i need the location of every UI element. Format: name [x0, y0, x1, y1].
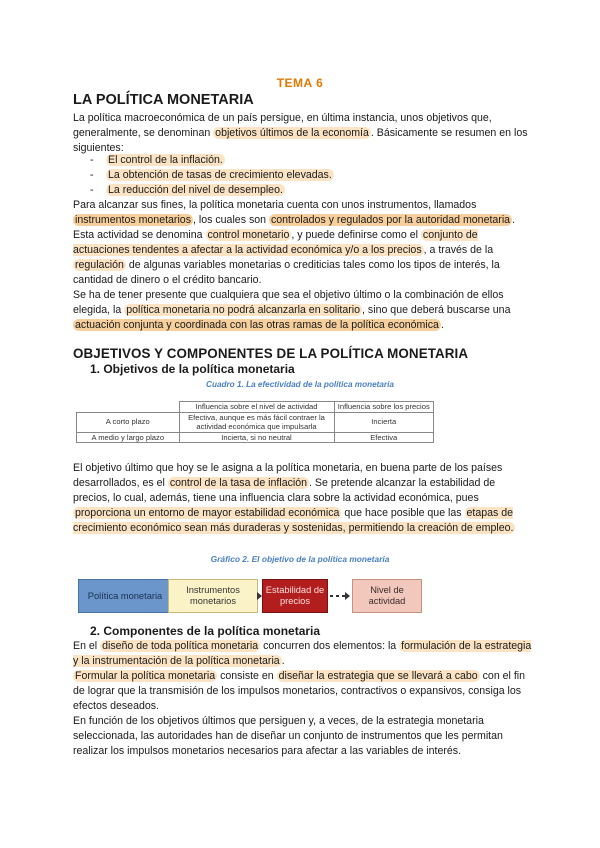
text: , a través de la — [423, 244, 494, 256]
diagram-caption: Gráfico 2. El objetivo de la política monetaria — [210, 554, 390, 564]
text: consiste en — [217, 670, 277, 682]
table-cell: A medio y largo plazo — [77, 432, 180, 443]
text: , sino que deberá buscarse una — [362, 304, 511, 316]
text: que hace posible que las — [341, 507, 465, 519]
subsection-objectives: 1. Objetivos de la política monetaria — [90, 362, 295, 376]
text: En función de los objetivos últimos que persiguen y, a veces, de la estrategia monetaria seleccionada, las autoridades han de diseñar un conjunto de instrumentos que les permitan realizar los impulsos monetarios necesarios para afectar a las variables de interés. — [73, 715, 503, 757]
list-item — [90, 168, 334, 183]
highlight: control monetario — [207, 229, 290, 241]
table-row — [77, 432, 434, 443]
table-cell: Incierta — [334, 412, 434, 432]
table-caption: Cuadro 1. La efectividad de la política monetaria — [206, 380, 394, 389]
table-corner — [77, 402, 180, 413]
flow-box-instrumentos: Instrumentos monetarios — [168, 579, 258, 613]
intro-paragraph — [73, 111, 533, 156]
flow-arrow-dashed — [330, 595, 348, 597]
goal-unemployment: La reducción del nivel de desempleo. — [108, 184, 283, 196]
text: con el fin de lograr que la transmisión de los impulsos monetarios, contractivos o expansivos, consiga los efectos deseados. — [73, 670, 526, 712]
table-header-row — [77, 402, 434, 413]
text: . — [440, 319, 444, 331]
text: El objetivo último que hoy se le asigna a la política monetaria, en buena parte de los países desarrollados, es el — [73, 462, 503, 489]
page-title: LA POLÍTICA MONETARIA — [73, 92, 254, 108]
text: . Se pretende alcanzar la estabilidad de precios, lo cual, además, tiene una influencia clara sobre la actividad económica, pues — [73, 477, 496, 504]
topic-number: TEMA 6 — [276, 76, 324, 90]
intro-text-2: . Básicamente se resumen en los siguientes: — [73, 127, 528, 154]
table-cell: A corto plazo — [77, 412, 180, 432]
highlight: formulación de la estrategia y la instrumentación de la política monetaria — [73, 640, 532, 667]
highlight: controlados y regulados por la autoridad monetaria — [270, 214, 511, 226]
highlight: control de la tasa de inflación — [169, 477, 308, 489]
instruments-paragraph — [73, 198, 535, 333]
section-title: OBJETIVOS Y COMPONENTES DE LA POLÍTICA MONETARIA — [73, 346, 469, 361]
highlight: conjunto de actuaciones tendentes a afectar a la actividad económica y/o a los precios — [73, 229, 478, 256]
goal-growth: La obtención de tasas de crecimiento elevadas. — [108, 169, 332, 181]
highlight: proporciona un entorno de mayor estabilidad económica — [75, 507, 340, 519]
goal-inflation: El control de la inflación. — [108, 154, 223, 166]
highlight: diseñar la estrategia que se llevará a cabo — [278, 670, 478, 682]
text: de algunas variables monetarias o crediticias tales como los tipos de interés, la cantidad de dinero o el crédito bancario. — [73, 259, 500, 286]
intro-text-1: La política macroeconómica de un país persigue, en última instancia, unos objetivos que, generalmente, se denominan — [73, 112, 492, 139]
table-row — [77, 412, 434, 432]
flow-box-politica-monetaria: Política monetaria — [78, 579, 172, 613]
highlight: diseño de toda política monetaria — [102, 640, 259, 652]
objective-paragraph — [73, 461, 535, 536]
components-paragraph — [73, 639, 535, 759]
text: Se ha de tener presente que cualquiera que sea el objetivo último o la combinación de ellos elegida, la — [73, 289, 504, 316]
text: . — [281, 655, 285, 667]
text: , y puede definirse como el — [291, 229, 421, 241]
highlight: política monetaria no podrá alcanzarla en solitario — [126, 304, 361, 316]
text: concurren dos elementos: la — [260, 640, 400, 652]
text: Para alcanzar sus fines, la política monetaria cuenta con unos instrumentos, llamados — [73, 199, 477, 211]
table-cell: Incierta, si no neutral — [179, 432, 334, 443]
list-bullet: - — [90, 154, 94, 166]
subsection-components: 2. Componentes de la política monetaria — [90, 624, 321, 638]
text: En el — [73, 640, 101, 652]
highlight: Formular la política monetaria — [75, 670, 216, 682]
highlight: instrumentos monetarios — [75, 214, 191, 226]
highlight: regulación — [75, 259, 124, 271]
list-bullet: - — [90, 169, 94, 181]
table-header: Influencia sobre los precios — [334, 402, 434, 413]
table-cell: Efectiva — [334, 432, 434, 443]
list-bullet: - — [90, 184, 94, 196]
highlight: actuación conjunta y coordinada con las otras ramas de la política económica — [75, 319, 439, 331]
highlight: etapas de crecimiento económico sean más duraderas y sostenidas, permitiendo la creación de empleo. — [73, 507, 514, 534]
list-item — [90, 183, 334, 198]
flow-box-estabilidad: Estabilidad de precios — [262, 579, 328, 613]
highlight-objetivos-ultimos: objetivos últimos de la economía — [215, 127, 369, 139]
table-header: Influencia sobre el nivel de actividad — [179, 402, 334, 413]
text: , los cuales son — [193, 214, 269, 226]
list-item — [90, 153, 334, 168]
flow-arrow — [258, 595, 260, 597]
effectiveness-table — [76, 401, 434, 443]
goals-list — [90, 153, 334, 198]
flow-box-nivel-actividad: Nivel de actividad — [352, 579, 422, 613]
text: . Esta actividad se denomina — [73, 214, 516, 241]
table-cell: Efectiva, aunque es más fácil contraer la actividad económica que impulsarla — [179, 412, 334, 432]
